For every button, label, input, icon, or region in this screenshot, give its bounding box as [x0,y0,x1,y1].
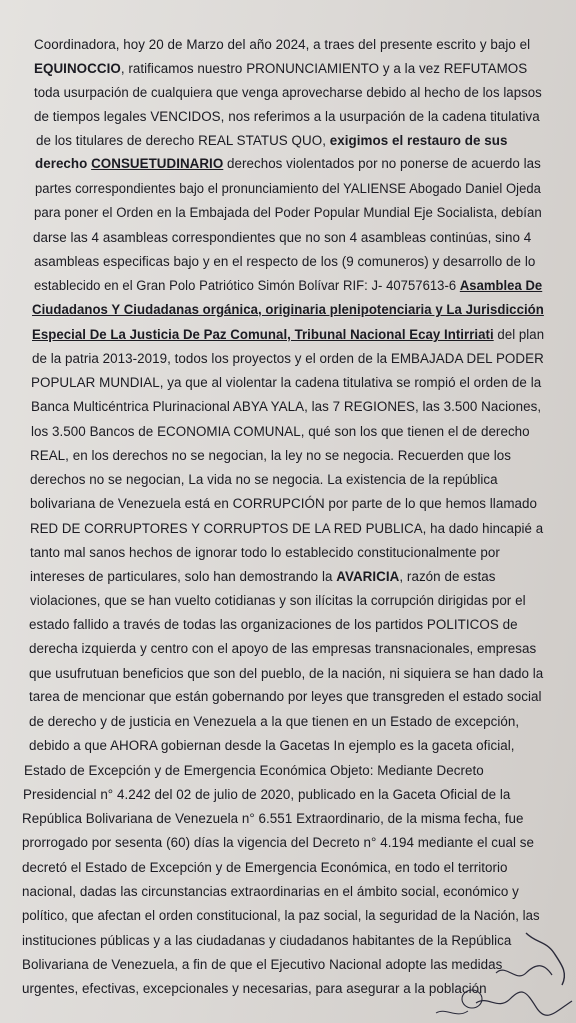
text-line [31,374,541,392]
text-run: RED DE CORRUPTORES Y CORRUPTOS DE LA RED PUBLICA, ha dado hincapié a [30,521,544,536]
text-line [30,568,495,586]
text-line [30,544,500,562]
text-run: tarea de mencionar que están gobernando por leyes que transgreden el estado social [29,689,542,704]
text-line [31,423,530,441]
text-run: de los titulares de derecho REAL STATUS QUO, [36,133,330,148]
text-run: AVARICIA [336,569,400,584]
text-run: derecho [35,156,92,171]
text-line [22,834,534,852]
text-run: República Bolivariana de Venezuela n° 6.551 Extraordinario, de la misma fecha, fue [22,811,524,826]
text-run: Ciudadanos Y Ciudadanas orgánica, originaria plenipotenciaria y La Jurisdicción [32,302,544,317]
text-run: Bolivariana de Venezuela, a fin de que el Ejecutivo Nacional adopte las medidas [22,957,503,972]
text-run: establecido en el Gran Polo Patriótico Simón Bolívar RIF: J- 40757613-6 [34,278,460,293]
text-run: exigimos el restauro de sus [329,133,508,148]
text-run: EQUINOCCIO [34,61,121,76]
text-run: Presidencial n° 4.242 del 02 de julio de 2020, publicado en la Gaceta Oficial de la [23,787,511,802]
text-run: toda usurpación de cualquiera que venga aprovecharse debido al hecho de los lapsos [34,85,542,100]
text-run: los 3.500 Bancos de ECONOMIA COMUNAL, qué son los que tienen el de derecho [31,424,530,439]
text-line [30,471,498,489]
text-run: REAL, en los derechos no se negocian, la ley no se negocia. Recuerden que los [30,448,512,463]
text-line [32,350,544,368]
text-line [30,495,537,513]
text-run: Asamblea De [459,278,543,293]
text-line [22,859,508,877]
text-run: para poner el Orden en la Embajada del Poder Popular Mundial Eje Socialista, debían [34,205,542,220]
handwritten-marks [376,903,576,1023]
text-line [29,640,536,658]
text-line [30,592,526,610]
text-run: decretó el Estado de Excepción y de Emergencia Económica, en todo el territorio [22,860,508,875]
text-line [22,810,524,828]
text-line [32,301,544,319]
text-line [24,762,484,780]
text-run: violaciones, que se han vuelto cotidianas y son ilícitas la corrupción dirigidas por el [30,593,526,608]
text-line [35,180,541,198]
text-line [35,155,541,173]
text-run: darse las 4 asambleas correspondientes que no son 4 asambleas continúas, sino 4 [33,230,532,245]
text-run: Coordinadora, hoy 20 de Marzo del año 2024, a traes del presente escrito y bajo el [34,37,531,52]
text-run: instituciones públicas y a las ciudadanas y ciudadanos habitantes de la República [22,933,512,948]
text-line [23,786,510,804]
text-line [30,520,543,538]
text-run: prorrogado por sesenta (60) días la vigencia del Decreto n° 4.194 mediante el cual se [22,835,535,850]
text-line [29,616,518,634]
text-run: tanto mal sanos hechos de ignorar todo lo establecido constitucionalmente por [30,545,500,560]
text-run: Estado de Excepción y de Emergencia Económica Objeto: Mediante Decreto [24,763,484,778]
text-line [29,688,542,706]
text-run: POPULAR MUNDIAL, ya que al violentar la cadena titulativa se rompió el orden de la [31,375,542,390]
text-run: de la patria 2013-2019, todos los proyectos y el orden de la EMBAJADA DEL PODER [32,351,544,366]
text-line [34,108,540,126]
text-run: partes correspondientes bajo el pronunciamiento del YALIENSE Abogado Daniel Ojeda [35,181,541,196]
text-line [30,447,511,465]
text-line [22,883,519,901]
text-line [34,84,542,102]
text-run: bolivariana de Venezuela está en CORRUPCIÓN por parte de lo que hemos llamado [30,496,538,511]
text-run: CONSUETUDINARIO [91,156,224,171]
text-run: , razón de estas [399,569,496,584]
text-line [36,132,507,150]
text-line [34,253,535,271]
text-run: intereses de particulares, solo han demostrando la [30,569,337,584]
text-run: de tiempos legales VENCIDOS, nos referimos a la usurpación de la cadena titulativa [34,109,540,124]
text-run: urgentes, efectivas, excepcionales y necesarias, para asegurar a la población [22,981,487,996]
text-line [34,277,542,295]
text-line [31,398,541,416]
text-line [29,665,543,683]
text-line [34,60,527,78]
text-line [33,229,531,247]
text-run: asambleas especificas bajo y en el respecto de los (9 comuneros) y desarrollo de lo [34,254,536,269]
text-run: Especial De La Justicia De Paz Comunal, Tribunal Nacional Ecay Intirriati [32,327,494,342]
text-line [34,204,542,222]
text-line [32,326,544,344]
text-run: nacional, dadas las circunstancias extraordinarias en el ámbito social, económico y [22,884,519,899]
text-line [29,713,519,731]
text-run: derechos no se negocian, La vida no se negocia. La existencia de la república [30,472,498,487]
text-run: de derecho y de justicia en Venezuela a la que tienen en un Estado de excepción, [29,714,520,729]
text-run: derecha izquierda y centro con el apoyo de las empresas transnacionales, empresas [29,641,537,656]
text-run: , ratificamos nuestro PRONUNCIAMIENTO y a la vez REFUTAMOS [120,61,528,76]
text-run: que usufrutuan beneficios que son del pueblo, de la nación, ni siquiera se han dado la [29,666,544,681]
text-line [29,737,515,755]
text-run: estado fallido a través de todas las organizaciones de los partidos POLITICOS de [29,617,518,632]
text-run: político, que afectan el orden constitucional, la paz social, la seguridad de la Nación, las [22,908,540,923]
text-line [34,36,530,54]
text-run: derechos violentados por no ponerse de acuerdo las [223,156,541,171]
text-run: debido a que AHORA gobiernan desde la Gacetas In ejemplo es la gaceta oficial, [29,738,515,753]
text-run: del plan [493,327,545,342]
text-run: Banca Multicéntrica Plurinacional ABYA YALA, las 7 REGIONES, las 3.500 Naciones, [31,399,542,414]
